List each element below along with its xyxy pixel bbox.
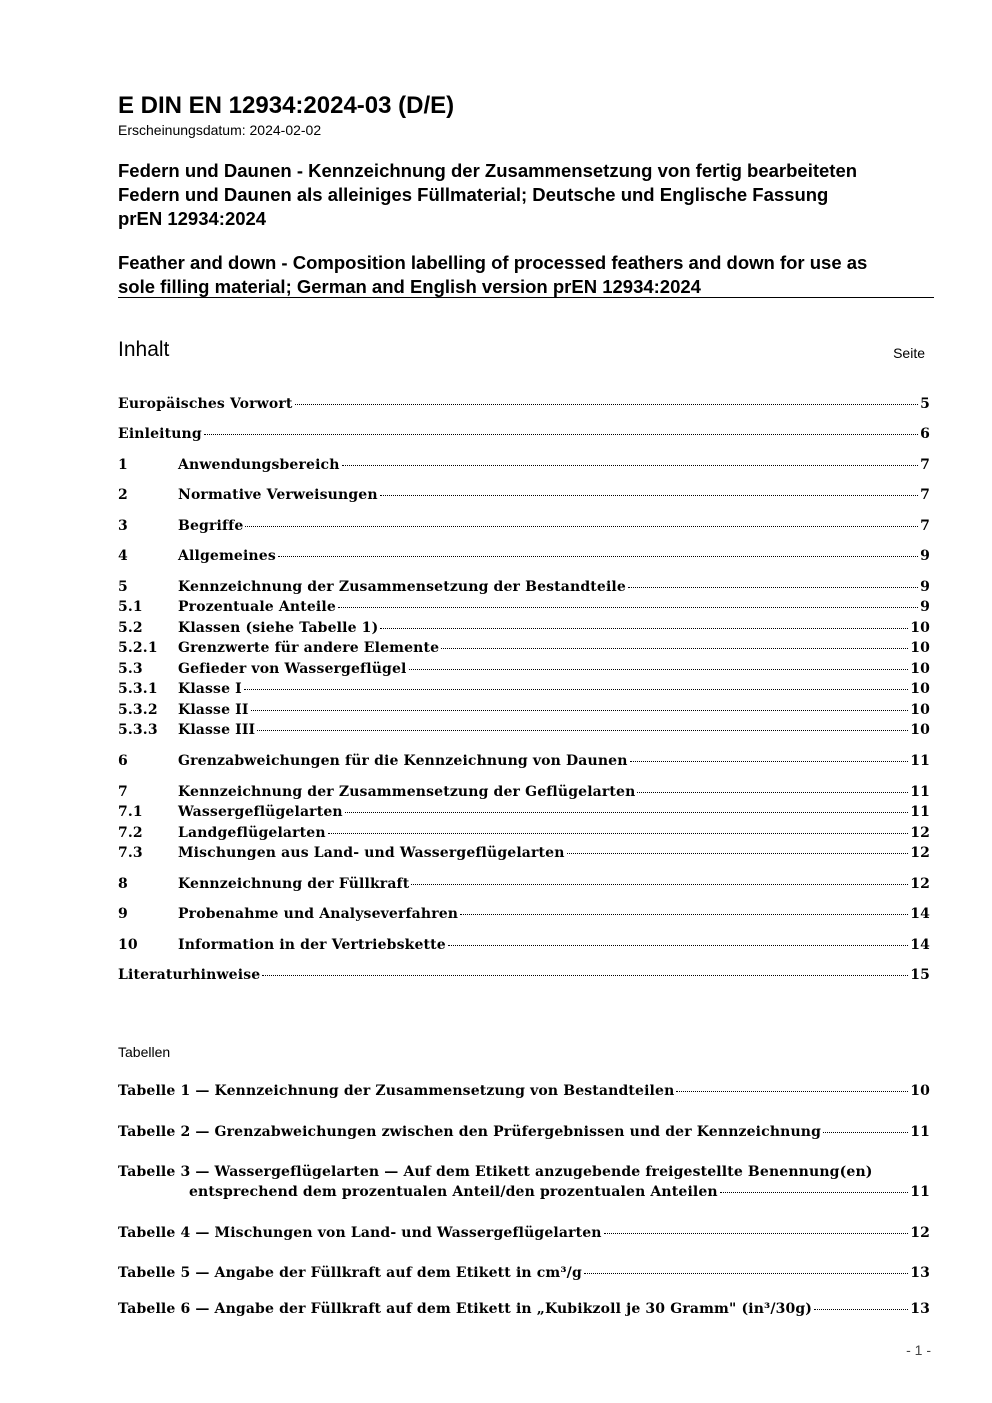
toc-page-number: 10 <box>910 722 930 738</box>
table-entry-page: 11 <box>910 1184 930 1200</box>
table-entry-continuation: entsprechend dem prozentualen Anteil/den prozentualen Anteilen <box>189 1184 718 1200</box>
toc-entry-title: Information in der Vertriebskette <box>178 937 446 953</box>
toc-entry[interactable] <box>118 937 930 957</box>
document-id: E DIN EN 12934:2024-03 (D/E) <box>118 92 455 119</box>
tables-heading: Tabellen <box>118 1044 171 1060</box>
toc-leader-dots <box>676 1091 908 1092</box>
toc-leader-dots <box>345 812 908 813</box>
toc-page-number: 11 <box>910 784 930 800</box>
toc-entry-title: Klassen (siehe Tabelle 1) <box>178 620 379 636</box>
page-number: - 1 - <box>906 1342 931 1358</box>
toc-page-number: 10 <box>910 661 930 677</box>
toc-entry-title: Normative Verweisungen <box>178 487 378 503</box>
toc-leader-dots <box>244 689 908 690</box>
title-german-line: Federn und Daunen als alleiniges Füllmaterial; Deutsche und Englische Fassung <box>118 184 829 205</box>
toc-entry-title: Klasse III <box>178 722 256 738</box>
toc-section-number: 5.3 <box>118 661 143 677</box>
toc-leader-dots <box>411 884 908 885</box>
toc-leader-dots <box>814 1309 908 1310</box>
toc-page-number: 12 <box>910 845 930 861</box>
toc-leader-dots <box>262 975 908 976</box>
toc-leader-dots <box>278 556 918 557</box>
toc-entry-title: Landgeflügelarten <box>178 825 326 841</box>
toc-leader-dots <box>630 761 909 762</box>
toc-entry[interactable] <box>118 681 930 701</box>
title-english-line: sole filling material; German and English version prEN 12934:2024 <box>118 276 701 297</box>
table-entry-title: Tabelle 5 — Angabe der Füllkraft auf dem Etikett in cm³/g <box>118 1265 582 1281</box>
toc-entry[interactable] <box>118 702 930 722</box>
toc-leader-dots <box>584 1273 908 1274</box>
table-entry-page: 12 <box>910 1225 930 1241</box>
toc-entry[interactable] <box>118 804 930 824</box>
toc-entry-title: Europäisches Vorwort <box>118 396 293 412</box>
toc-section-number: 5.2.1 <box>118 640 158 656</box>
toc-entry[interactable] <box>118 620 930 640</box>
table-entry-page: 13 <box>910 1301 930 1317</box>
publication-date: Erscheinungsdatum: 2024-02-02 <box>118 122 322 138</box>
toc-section-number: 7.1 <box>118 804 143 820</box>
title-underline <box>118 297 934 298</box>
toc-section-number: 1 <box>118 457 128 473</box>
toc-entry-title: Kennzeichnung der Zusammensetzung der Bestandteile <box>178 579 626 595</box>
toc-entry[interactable] <box>118 784 930 804</box>
toc-leader-dots <box>204 434 918 435</box>
toc-entry-title: Klasse II <box>178 702 249 718</box>
toc-leader-dots <box>567 853 909 854</box>
toc-section-number: 5.3.2 <box>118 702 158 718</box>
toc-entry-title: Grenzabweichungen für die Kennzeichnung von Daunen <box>178 753 628 769</box>
toc-page-number: 11 <box>910 804 930 820</box>
toc-section-number: 3 <box>118 518 128 534</box>
toc-section-number: 9 <box>118 906 128 922</box>
table-list-entry[interactable] <box>118 1124 930 1144</box>
toc-page-number: 5 <box>920 396 930 412</box>
toc-entry-title: Grenzwerte für andere Elemente <box>178 640 440 656</box>
toc-entry[interactable] <box>118 599 930 619</box>
toc-leader-dots <box>409 669 909 670</box>
toc-entry[interactable] <box>118 487 930 507</box>
title-german <box>118 159 938 231</box>
title-german-line: Federn und Daunen - Kennzeichnung der Zusammensetzung von fertig bearbeiteten <box>118 160 858 181</box>
toc-section-number: 7.2 <box>118 825 143 841</box>
toc-leader-dots <box>251 710 909 711</box>
toc-entry[interactable] <box>118 396 930 416</box>
toc-entry-title: Mischungen aus Land- und Wassergeflügelarten <box>178 845 565 861</box>
toc-leader-dots <box>637 792 908 793</box>
toc-entry-title: Literaturhinweise <box>118 967 261 983</box>
toc-page-number: 14 <box>910 937 930 953</box>
toc-section-number: 5.2 <box>118 620 143 636</box>
toc-page-number: 12 <box>910 876 930 892</box>
toc-entry[interactable] <box>118 518 930 538</box>
toc-page-number: 12 <box>910 825 930 841</box>
toc-entry[interactable] <box>118 457 930 477</box>
toc-section-number: 6 <box>118 753 128 769</box>
table-entry-page: 11 <box>910 1124 930 1140</box>
toc-entry-title: Anwendungsbereich <box>178 457 340 473</box>
table-entry-line <box>118 1083 930 1103</box>
toc-section-number: 5.1 <box>118 599 143 615</box>
table-entry-line <box>118 1124 930 1144</box>
toc-leader-dots <box>295 404 919 405</box>
toc-entry-title: Begriffe <box>178 518 244 534</box>
toc-leader-dots <box>338 607 918 608</box>
table-list-entry[interactable] <box>118 1164 930 1204</box>
toc-page-number: 7 <box>920 487 930 503</box>
toc-entry-title: Kennzeichnung der Füllkraft <box>178 876 410 892</box>
table-entry-title: Tabelle 6 — Angabe der Füllkraft auf dem Etikett in „Kubikzoll je 30 Gramm" (in³/30g) <box>118 1301 813 1317</box>
table-entry-title: Tabelle 4 — Mischungen von Land- und Wassergeflügelarten <box>118 1225 602 1241</box>
toc-leader-dots <box>720 1192 908 1193</box>
toc-page-number: 7 <box>920 457 930 473</box>
table-entry-line <box>118 1225 930 1245</box>
toc-entry[interactable] <box>118 548 930 568</box>
toc-entry-title: Kennzeichnung der Zusammensetzung der Geflügelarten <box>178 784 636 800</box>
toc-entry[interactable] <box>118 845 930 865</box>
table-entry-line <box>118 1301 930 1321</box>
toc-entry-title: Prozentuale Anteile <box>178 599 336 615</box>
toc-leader-dots <box>245 526 918 527</box>
toc-section-number: 2 <box>118 487 128 503</box>
toc-leader-dots <box>460 914 908 915</box>
table-list-entry[interactable] <box>118 1265 930 1285</box>
page-column-label: Seite <box>893 345 925 361</box>
toc-entry-title: Allgemeines <box>178 548 276 564</box>
toc-entry[interactable] <box>118 906 930 926</box>
toc-page-number: 10 <box>910 681 930 697</box>
toc-leader-dots <box>380 628 908 629</box>
toc-heading: Inhalt <box>118 338 170 361</box>
toc-entry[interactable] <box>118 722 930 742</box>
toc-page-number: 10 <box>910 702 930 718</box>
toc-entry[interactable] <box>118 579 930 599</box>
toc-leader-dots <box>257 730 908 731</box>
title-german-line: prEN 12934:2024 <box>118 208 267 229</box>
table-entry-line <box>118 1265 930 1285</box>
table-entry-page: 10 <box>910 1083 930 1099</box>
toc-entry[interactable] <box>118 753 930 773</box>
table-list-entry[interactable] <box>118 1225 930 1245</box>
toc-section-number: 5.3.3 <box>118 722 158 738</box>
title-english-line: Feather and down - Composition labelling of processed feathers and down for use as <box>118 252 868 273</box>
table-list-entry[interactable] <box>118 1083 930 1103</box>
table-entry-page: 13 <box>910 1265 930 1281</box>
toc-entry[interactable] <box>118 876 930 896</box>
toc-leader-dots <box>448 945 908 946</box>
table-entry-line <box>118 1164 930 1184</box>
table-entry-line <box>118 1184 930 1204</box>
toc-section-number: 7.3 <box>118 845 143 861</box>
toc-entry-title: Wassergeflügelarten <box>178 804 343 820</box>
toc-page-number: 7 <box>920 518 930 534</box>
toc-leader-dots <box>604 1233 909 1234</box>
toc-section-number: 4 <box>118 548 128 564</box>
toc-entry[interactable] <box>118 426 930 446</box>
toc-page-number: 9 <box>920 599 930 615</box>
toc-page-number: 9 <box>920 579 930 595</box>
toc-entry[interactable] <box>118 825 930 845</box>
toc-section-number: 10 <box>118 937 138 953</box>
toc-page-number: 10 <box>910 640 930 656</box>
toc-page-number: 6 <box>920 426 930 442</box>
toc-entry[interactable] <box>118 967 930 987</box>
toc-page-number: 14 <box>910 906 930 922</box>
toc-leader-dots <box>328 833 909 834</box>
title-english <box>118 251 938 299</box>
toc-entry-title: Einleitung <box>118 426 202 442</box>
table-list-entry[interactable] <box>118 1301 930 1321</box>
toc-leader-dots <box>342 465 919 466</box>
toc-section-number: 5.3.1 <box>118 681 158 697</box>
toc-page-number: 10 <box>910 620 930 636</box>
toc-page-number: 11 <box>910 753 930 769</box>
toc-entry[interactable] <box>118 640 930 660</box>
toc-entry[interactable] <box>118 661 930 681</box>
toc-leader-dots <box>628 587 918 588</box>
table-entry-title: Tabelle 3 — Wassergeflügelarten — Auf dem Etikett anzugebende freigestellte Benennung(en) <box>118 1164 873 1180</box>
toc-section-number: 7 <box>118 784 128 800</box>
toc-entry-title: Klasse I <box>178 681 242 697</box>
toc-page-number: 15 <box>910 967 930 983</box>
toc-leader-dots <box>380 495 918 496</box>
toc-entry-title: Gefieder von Wassergeflügel <box>178 661 407 677</box>
toc-leader-dots <box>823 1132 908 1133</box>
toc-page-number: 9 <box>920 548 930 564</box>
toc-section-number: 8 <box>118 876 128 892</box>
toc-entry-title: Probenahme und Analyseverfahren <box>178 906 459 922</box>
table-entry-title: Tabelle 2 — Grenzabweichungen zwischen den Prüfergebnissen und der Kennzeichnung <box>118 1124 822 1140</box>
toc-section-number: 5 <box>118 579 128 595</box>
table-entry-title: Tabelle 1 — Kennzeichnung der Zusammensetzung von Bestandteilen <box>118 1083 675 1099</box>
toc-leader-dots <box>441 648 908 649</box>
